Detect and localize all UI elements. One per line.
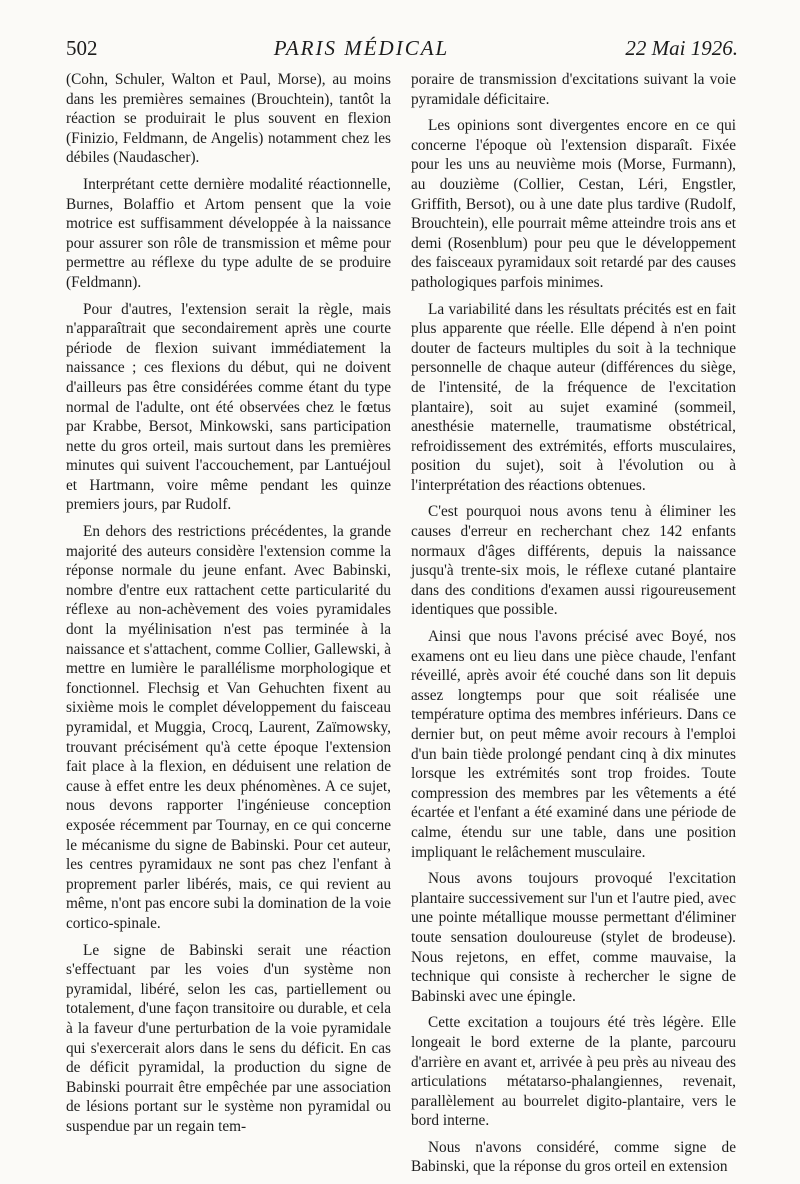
journal-title: PARIS MÉDICAL: [273, 36, 450, 60]
paragraph: C'est pourquoi nous avons tenu à éliminer les causes d'erreur en recherchant chez 142 enfants normaux d'âges différents, depuis la naissance jusqu'à trente-six mois, le réflexe cutané plantaire dans des conditions d'examen aussi rigoureusement identiques que possible.: [411, 503, 736, 619]
left-column: [66, 70, 391, 1184]
paragraph: Ainsi que nous l'avons précisé avec Boyé, nos examens ont eu lieu dans une pièce chaude, l'enfant réveillé, après avoir été couché dans son lit depuis assez longtemps pour que soit réalisée une température optima des membres inférieurs. Dans ce dernier but, on peut même avoir recours à l'emploi d'un bain tiède prolongé pendant cinq à dix minutes lorsque les extrémités sont trop froides. Toute compression des membres par les vêtements a été écartée et l'enfant a été examiné dans une période de calme, étendu sur une table, dans une position impliquant le relâchement musculaire.: [411, 628, 736, 861]
paragraph: La variabilité dans les résultats précités est en fait plus apparente que réelle. Elle dépend à n'en point douter de facteurs multiples du soit à la technique personnelle de chaque auteur (différences du siège, de l'intensité, de la fréquence de l'excitation plantaire), soit au sujet examiné (sommeil, anesthésie maternelle, traumatisme obstétrical, refroidissement des extrémités, efforts musculaires, position du sujet), soit à l'évolution ou à l'interprétation des réactions obtenues.: [411, 300, 736, 494]
text-columns: [66, 70, 736, 1184]
right-column: [411, 70, 736, 1184]
page-number: 502: [66, 36, 98, 60]
paragraph: (Cohn, Schuler, Walton et Paul, Morse), au moins dans les premières semaines (Brouchtein), tantôt la réaction se produirait le plus souvent en flexion (Finizio, Feldmann, de Angelis) notamment chez les débiles (Naudascher).: [66, 71, 391, 167]
paragraph: poraire de transmission d'excitations suivant la voie pyramidale déficitaire.: [411, 71, 736, 108]
paragraph: Interprétant cette dernière modalité réactionnelle, Burnes, Bolaffio et Artom pensent que la voie motrice est suffisamment développée à la naissance pour assurer son rôle de transmission et même pour permettre au réflexe du type adulte de se produire (Feldmann).: [66, 175, 391, 291]
paragraph: Les opinions sont divergentes encore en ce qui concerne l'époque où l'extension disparaît. Fixée pour les uns au neuvième mois (Morse, Furmann), au douzième (Collier, Cestan, Léri, Engstler, Griffith, Bersot), ou à une date plus tardive (Rudolf, Brouchtein), elle pourrait même atteindre trois ans et demi (Rosenblum) pour peu que le développement des faisceaux pyramidaux soit retardé par des causes pathologiques parfois minimes.: [411, 117, 736, 291]
issue-date: 22 Mai 1926.: [625, 36, 738, 60]
paragraph: Le signe de Babinski serait une réaction s'effectuant par les voies d'un système non pyramidal, libéré, selon les cas, partiellement ou totalement, d'une façon transitoire ou durable, et cela à la faveur d'une perturbation de la voie pyramidale qui s'exercerait alors dans le sens du déficit. En cas de déficit pyramidal, la production du signe de Babinski pourrait être empêchée par une association de lésions portant sur le système non pyramidal ou suspendue par un regain tem-: [66, 941, 391, 1135]
paragraph: Cette excitation a toujours été très légère. Elle longeait le bord externe de la plante, parcouru d'arrière en avant et, arrivée à peu près au niveau des articulations métatarso-phalangiennes, revenait, parallèlement au bourrelet digito-plantaire, vers le bord interne.: [411, 1014, 736, 1130]
page-header: [66, 36, 738, 66]
paragraph: Nous n'avons considéré, comme signe de Babinski, que la réponse du gros orteil en extension: [411, 1138, 736, 1176]
paragraph: En dehors des restrictions précédentes, la grande majorité des auteurs considère l'extension comme la réponse normale du jeune enfant. Avec Babinski, nombre d'entre eux rattachent cette particularité du réflexe au non-achèvement des voies pyramidales dont la myélinisation n'est pas terminée à la naissance et s'attachent, comme Collier, Gallewski, à mettre en lumière le parallélisme morphologique et fonctionnel. Flechsig et Van Gehuchten fixent au sixième mois le complet développement du faisceau pyramidal, et Muggia, Crocq, Laurent, Zaïmowsky, trouvant précisément qu'à cette époque l'extension fait place à la flexion, en déduisent une relation de cause à effet entre les deux phénomènes. A ce sujet, nous devons rapporter l'ingénieuse conception exposée récemment par Tournay, en ce qui concerne le mécanisme du signe de Babinski. Pour cet auteur, les centres pyramidaux ne sont pas chez l'enfant à proprement parler libérés, mais, ce qui revient au même, n'ont pas encore subi la domination de la voie cortico-spinale.: [66, 523, 391, 932]
paragraph: Nous avons toujours provoqué l'excitation plantaire successivement sur l'un et l'autre pied, avec une pointe métallique mousse permettant d'éliminer toute sensation douloureuse (stylet de brodeuse). Nous rejetons, en effet, comme mauvaise, la technique qui consiste à rechercher le signe de Babinski avec une épingle.: [411, 870, 736, 1005]
paragraph: Pour d'autres, l'extension serait la règle, mais n'apparaîtrait que secondairement après une courte période de flexion suivant immédiatement la naissance ; ces flexions du début, qui ne doivent d'ailleurs pas être considérées comme étant du type normal de l'adulte, ont été observées chez le fœtus par Krabbe, Bersot, Minkowski, sans participation nette du gros orteil, mais surtout dans les premières minutes qui suivent l'accouchement, par Lantuéjoul et Hartmann, voire même pendant les quinze premiers jours, par Rudolf.: [66, 300, 391, 514]
